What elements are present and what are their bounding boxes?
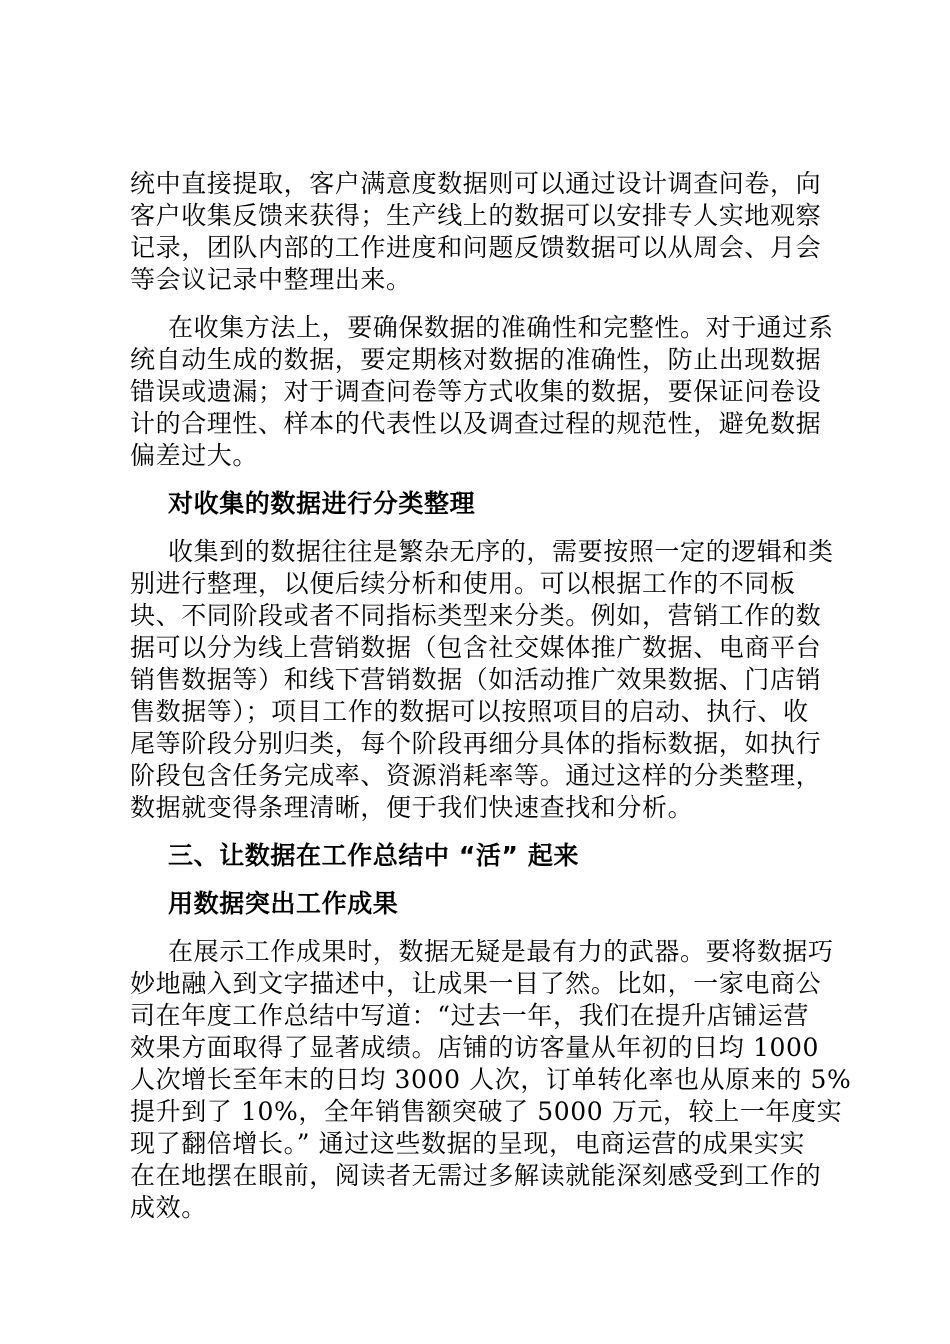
text-line: 效果方面取得了显著成绩。店铺的访客量从年初的日均 1000 [130, 1033, 819, 1062]
text-line: 据可以分为线上营销数据（包含社交媒体推广数据、电商平台 [130, 633, 822, 662]
text-line: 司在年度工作总结中写道：“过去一年，我们在提升店铺运营 [130, 1001, 809, 1030]
text-line: 销售数据等）和线下营销数据（如活动推广效果数据、门店销 [130, 665, 822, 694]
text-line: 售数据等）；项目工作的数据可以按照项目的启动、执行、收 [130, 697, 809, 726]
paragraph-2 [130, 312, 834, 472]
section-heading: 对收集的数据进行分类整理 [168, 489, 476, 518]
paragraph-4 [130, 936, 852, 1224]
document-page [130, 168, 852, 1224]
text-line: 别进行整理，以便后续分析和使用。可以根据工作的不同板 [130, 569, 796, 598]
text-line: 统中直接提取，客户满意度数据则可以通过设计调查问卷，向 [130, 169, 822, 198]
text-line: 阶段包含任务完成率、资源消耗率等。通过这样的分类整理， [130, 761, 822, 790]
text-line: 收集到的数据往往是繁杂无序的，需要按照一定的逻辑和类 [168, 537, 834, 566]
text-line: 数据就变得条理清晰，便于我们快速查找和分析。 [130, 793, 694, 822]
text-line: 计的合理性、样本的代表性以及调查过程的规范性，避免数据 [130, 409, 822, 438]
paragraph-1 [130, 168, 830, 296]
text-line: 人次增长至年末的日均 3000 人次，订单转化率也从原来的 5% [130, 1065, 852, 1094]
text-line: 错误或遗漏；对于调查问卷等方式收集的数据，要保证问卷设 [130, 377, 822, 406]
text-line: 现了翻倍增长。” 通过这些数据的呈现，电商运营的成果实实 [130, 1129, 806, 1158]
text-line: 在收集方法上，要确保数据的准确性和完整性。对于通过系 [168, 313, 834, 342]
text-line: 成效。 [130, 1193, 207, 1222]
text-line: 妙地融入到文字描述中，让成果一目了然。比如，一家电商公 [130, 969, 822, 998]
text-line: 块、不同阶段或者不同指标类型来分类。例如，营销工作的数 [130, 601, 822, 630]
text-line: 客户收集反馈来获得；生产线上的数据可以安排专人实地观察 [130, 201, 822, 230]
text-line: 统自动生成的数据，要定期核对数据的准确性，防止出现数据 [130, 345, 822, 374]
text-line: 记录，团队内部的工作进度和问题反馈数据可以从周会、月会 [130, 233, 822, 262]
paragraph-3 [130, 536, 834, 824]
chapter-heading: 三、让数据在工作总结中 “活” 起来 [168, 841, 580, 870]
text-line: 偏差过大。 [130, 441, 259, 470]
text-line: 在在地摆在眼前，阅读者无需过多解读就能深刻感受到工作的 [130, 1161, 822, 1190]
text-line: 等会议记录中整理出来。 [130, 265, 412, 294]
text-line: 提升到了 10%，全年销售额突破了 5000 万元，较上一年度实 [130, 1097, 843, 1126]
section-heading: 用数据突出工作成果 [168, 889, 399, 918]
text-line: 在展示工作成果时，数据无疑是最有力的武器。要将数据巧 [168, 937, 834, 966]
text-line: 尾等阶段分别归类，每个阶段再细分具体的指标数据，如执行 [130, 729, 822, 758]
